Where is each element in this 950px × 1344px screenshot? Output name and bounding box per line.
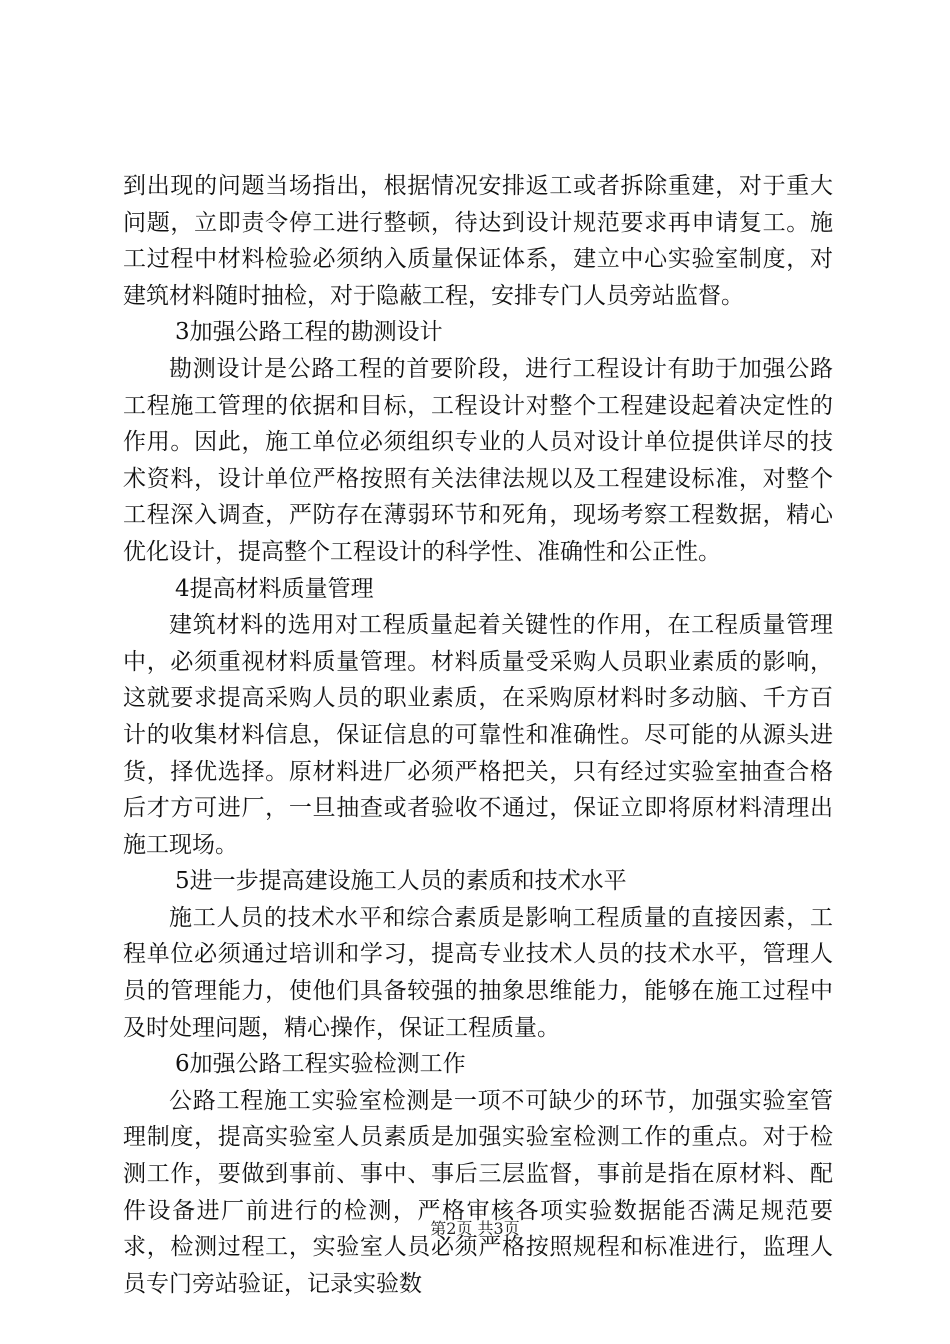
paragraph-material-quality: 建筑材料的选用对工程质量起着关键性的作用，在工程质量管理中，必须重视材料质量管理。材料质量受采购人员职业素质的影响，这就要求提高采购人员的职业素质，在采购原材料时多动脑、千方百计的收集材料信息，保证信息的可靠性和准确性。尽可能的从源头进货，择优选择。原材料进厂必须严格把关，只有经过实验室抽查合格后才方可进厂，一旦抽查或者验收不通过，保证立即将原材料清理出施工现场。: [123, 612, 833, 858]
section-heading-4: 4提高材料质量管理: [175, 575, 374, 602]
paragraph-lab-testing: 公路工程施工实验室检测是一项不可缺少的环节，加强实验室管理制度，提高实验室人员素质是加强实验室检测工作的重点。对于检测工作，要做到事前、事中、事后三层监督，事前是指在原材料、配件设备进厂前进行的检测，严格审核各项实验数据能否满足规范要求，检测过程工，实验室人员必须严格按照规程和标准进行，监理人员专门旁站验证，记录实验数: [123, 1087, 833, 1297]
paragraph-survey-design: 勘测设计是公路工程的首要阶段，进行工程设计有助于加强公路工程施工管理的依据和目标，工程设计对整个工程建设起着决定性的作用。因此，施工单位必须组织专业的人员对设计单位提供详尽的技术资料，设计单位严格按照有关法律法规以及工程建设标准，对整个工程深入调查，严防存在薄弱环节和死角，现场考察工程数据，精心优化设计，提高整个工程设计的科学性、准确性和公正性。: [123, 355, 833, 565]
paragraph-continuation: 到出现的问题当场指出，根据情况安排返工或者拆除重建，对于重大问题，立即责令停工进行整顿，待达到设计规范要求再申请复工。施工过程中材料检验必须纳入质量保证体系，建立中心实验室制度，对建筑材料随时抽检，对于隐蔽工程，安排专门人员旁站监督。: [123, 173, 833, 309]
paragraph-personnel-quality: 施工人员的技术水平和综合素质是影响工程质量的直接因素，工程单位必须通过培训和学习，提高专业技术人员的技术水平，管理人员的管理能力，使他们具备较强的抽象思维能力，能够在施工过程中及时处理问题，精心操作，保证工程质量。: [123, 904, 833, 1041]
document-body: [123, 168, 833, 1302]
section-heading-6: 6加强公路工程实验检测工作: [175, 1051, 466, 1078]
section-heading-5: 5进一步提高建设施工人员的素质和技术水平: [175, 868, 627, 895]
section-heading-3: 3加强公路工程的勘测设计: [175, 319, 443, 346]
page-number-footer: 第2页 共3页: [430, 1219, 520, 1238]
